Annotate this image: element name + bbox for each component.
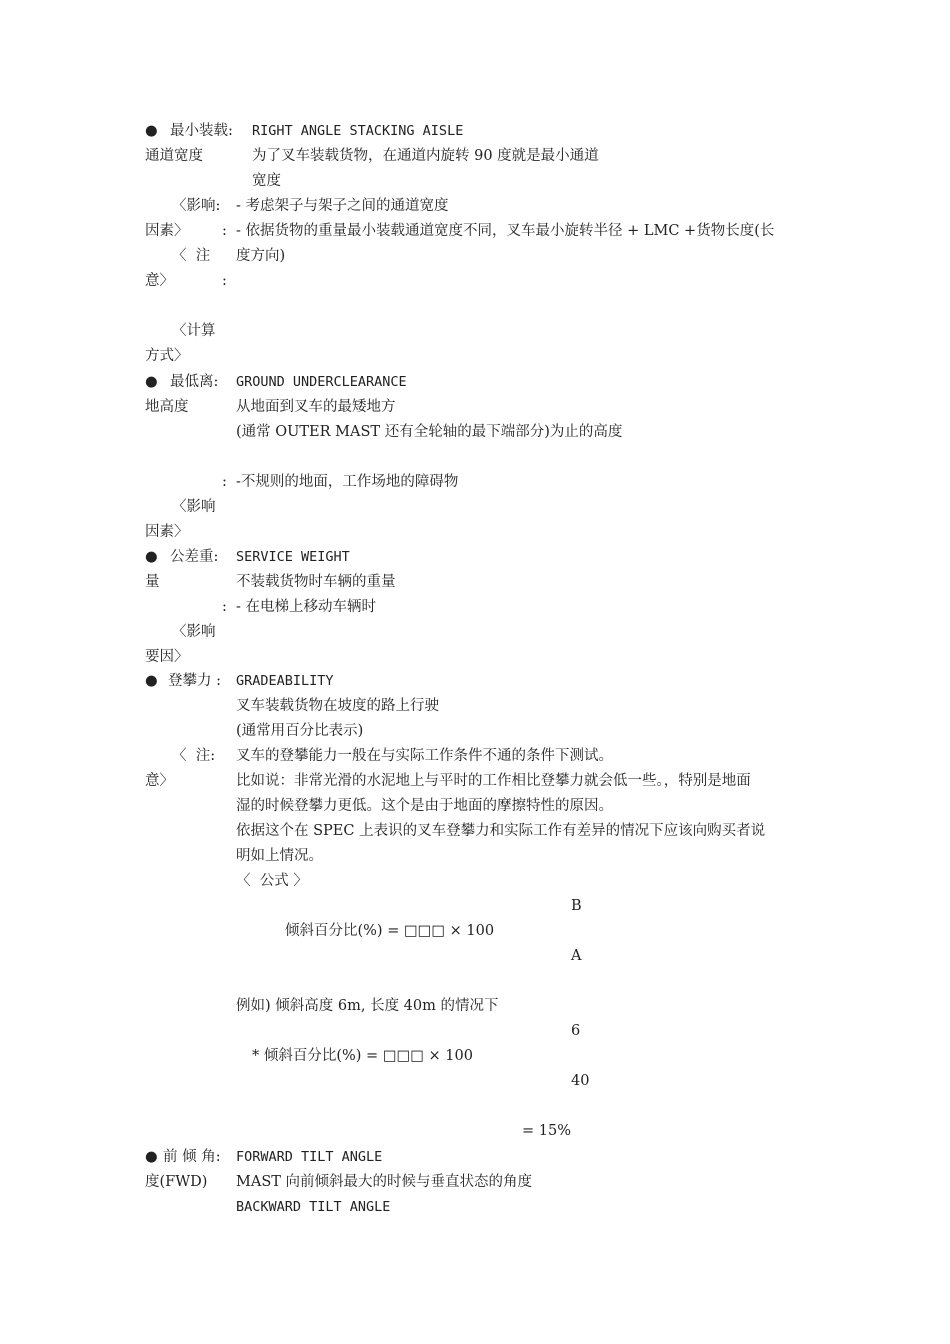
service-influence: - 在电梯上移动车辆时 [236,599,377,615]
ground-desc-1: 从地面到叉车的最矮地方 [236,399,396,415]
grade-note-1: 叉车的登攀能力一般在与实际工作条件不通的条件下测试。 [236,748,613,764]
colon: : [222,273,227,289]
influence-label-cont: 因素〉 [145,524,189,540]
formula-denominator: A [571,948,582,964]
colon: : [222,223,227,239]
colon: : [222,599,227,615]
influence-label: 〈影响: [172,198,221,214]
grade-note-4: 依据这个在 SPEC 上表识的叉车登攀力和实际工作有差异的情况下应该向购买者说 [236,823,766,839]
formula: 倾斜百分比(%) = □□□ × 100 [285,923,495,939]
note-label: 〈 注 [172,248,211,264]
ground-desc-2: (通常 OUTER MAST 还有全轮轴的最下端部分)为止的高度 [236,424,623,440]
note-label-cont: 意〉 [145,273,174,289]
ground-title-cont: 地高度 [145,399,189,415]
calc-label-cont: 方式〉 [145,348,189,364]
min-stack-note-1: - 依据货物的重量最小装载通道宽度不同，叉车最小旋转半径 + LMC +货物长度(长 [236,223,775,239]
note-label-cont: 意〉 [145,773,174,789]
calc-label: 〈计算 [172,323,216,339]
example: 例如) 倾斜高度 6m, 长度 40m 的情况下 [236,998,499,1014]
service-title: 公差重: [170,549,219,565]
bullet: ● [145,374,158,390]
grade-note-3: 湿的时候登攀力更低。这个是由于地面的摩擦特性的原因。 [236,798,613,814]
example-formula: * 倾斜百分比(%) = □□□ × 100 [252,1048,473,1064]
influence-label: 〈影响 [172,499,216,515]
formula-label: 〈 公式 〉 [236,873,308,889]
colon: : [222,474,227,490]
bullet: ● [145,549,158,565]
bullet: ● [145,123,158,139]
influence-label: 〈影响 [172,624,216,640]
service-title-cont: 量 [145,574,160,590]
influence-label-cont: 因素〉 [145,223,189,239]
min-stack-title: 最小装载: [170,123,233,139]
ground-influence: -不规则的地面，工作场地的障碍物 [236,474,459,490]
tilt-english-backward: BACKWARD TILT ANGLE [236,1199,391,1215]
service-english: SERVICE WEIGHT [236,549,350,565]
grade-note-2: 比如说：非常光滑的水泥地上与平时的工作相比登攀力就会低一些。，特别是地面 [236,773,751,789]
min-stack-english: RIGHT ANGLE STACKING AISLE [252,123,464,139]
min-stack-desc-1: 为了叉车装载货物，在通道内旋转 90 度就是最小通道 [252,148,599,164]
influence-label-cont: 要因〉 [145,649,189,665]
bullet: ● [145,673,158,689]
min-stack-title-cont: 通道宽度 [145,148,203,164]
tilt-desc: MAST 向前倾斜最大的时候与垂直状态的角度 [236,1174,533,1190]
example-denominator: 40 [571,1073,590,1089]
grade-english: GRADEABILITY [236,673,334,689]
note-label: 〈 注: [172,748,216,764]
example-result: = 15% [522,1123,571,1139]
tilt-english: FORWARD TILT ANGLE [236,1149,383,1165]
tilt-title: 前 倾 角: [163,1149,221,1165]
grade-desc-1: 叉车装载货物在坡度的路上行驶 [236,698,439,714]
ground-english: GROUND UNDERCLEARANCE [236,374,407,390]
formula-numerator: B [571,898,582,914]
min-stack-desc-2: 宽度 [252,173,281,189]
min-stack-note-2: 度方向) [236,248,286,264]
grade-title: 登攀力 : [168,673,221,689]
example-numerator: 6 [571,1023,581,1039]
min-stack-influence: - 考虑架子与架子之间的通道宽度 [236,198,449,214]
bullet: ● [145,1149,158,1165]
service-desc: 不装载货物时车辆的重量 [236,574,396,590]
ground-title: 最低离: [170,374,219,390]
tilt-title-cont: 度(FWD) [145,1174,208,1190]
grade-desc-2: (通常用百分比表示) [236,723,364,739]
grade-note-5: 明如上情况。 [236,848,323,864]
